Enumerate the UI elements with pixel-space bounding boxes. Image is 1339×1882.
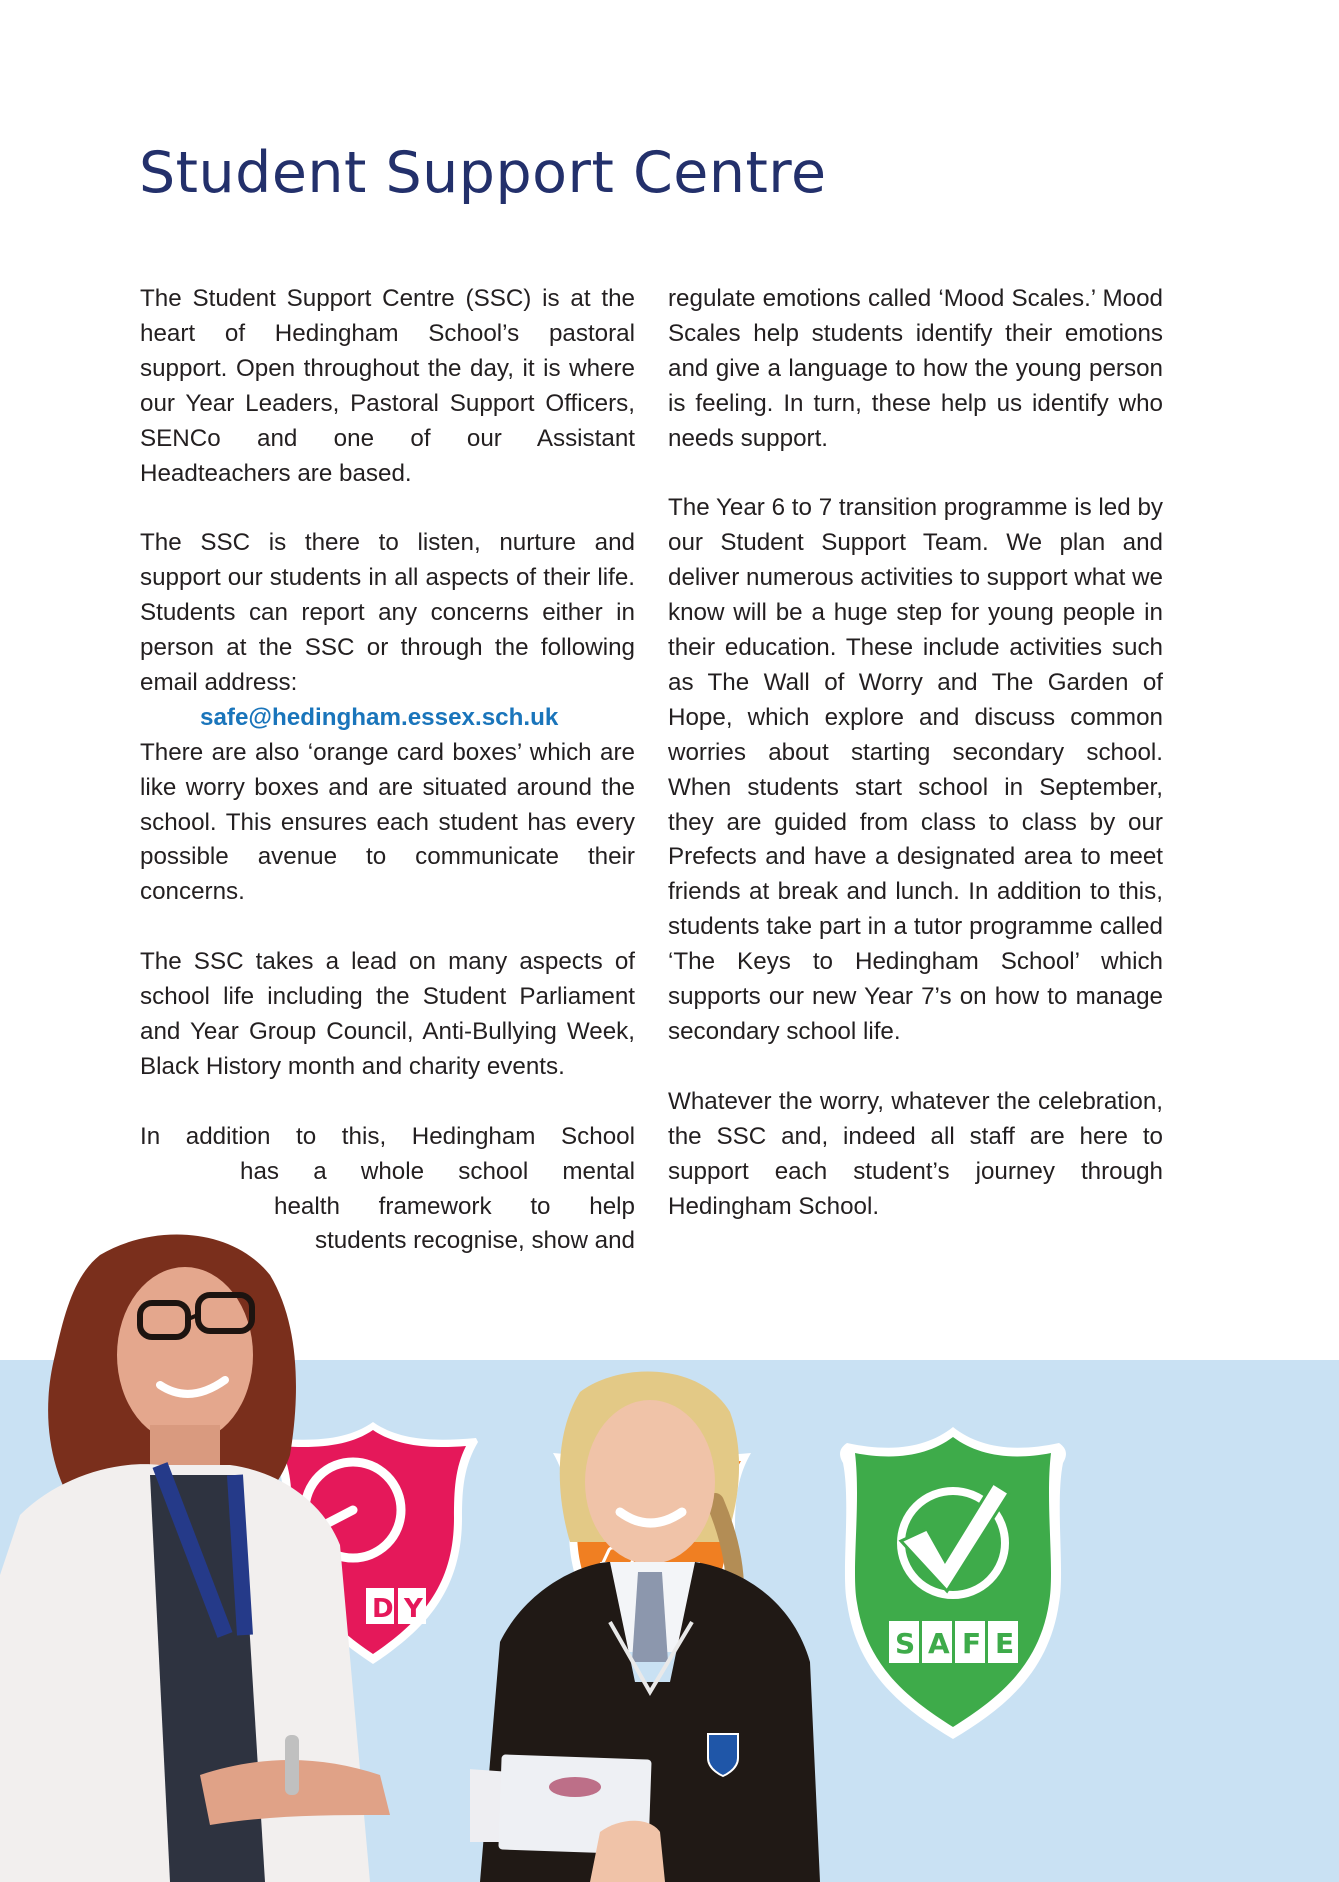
mood-scales-paragraph: regulate emotions called ‘Mood Scales.’ Mood Scales help students identify their emotions and give a language to how the young person is feeling. In turn, these help us identify who needs support. [668, 285, 1163, 452]
contact-intro: The SSC is there to listen, nurture and support our students in all aspects of their life. Students can report any concerns either in person at the SSC or through the following email address: [140, 529, 635, 696]
orange-card-text: There are also ‘orange card boxes’ which are like worry boxes and are situated around the school. This ensures each student has every possible avenue to communicate their concerns. [140, 738, 635, 906]
svg-text:E: E [995, 1627, 1015, 1660]
left-column [140, 282, 635, 1294]
safe-shield-icon [833, 1423, 1073, 1743]
wrap-line: In addition to this, Hedingham School [140, 1122, 635, 1150]
right-column [668, 282, 1163, 1259]
svg-text:F: F [962, 1627, 982, 1660]
ssc-lead-paragraph: The SSC takes a lead on many aspects of school life including the Student Parliament and Year Group Council, Anti-Bullying Week, Black History month and charity events. [140, 948, 635, 1080]
svg-text:A: A [928, 1627, 950, 1660]
svg-text:D: D [372, 1594, 394, 1624]
wrap-line: students recognise, show and [314, 1227, 635, 1255]
student-photo [470, 1362, 830, 1882]
svg-text:Y: Y [404, 1594, 423, 1624]
transition-paragraph: The Year 6 to 7 transition programme is led by our Student Support Team. We plan and deliver numerous activities to support what we know will be a huge step for young people in their education. These include activities such as The Wall of Worry and The Garden of Hope, which explore and discuss common worries about starting secondary school. When students start school in September, they are guided from class to class by our Prefects and have a designated area to meet friends at break and lunch. In addition to this, students take part in a tutor programme called ‘The Keys to Hedingham School’ which supports our new Year 7’s on how to manage secondary school life. [668, 494, 1163, 1046]
staff-member-photo [0, 1215, 450, 1882]
closing-paragraph: Whatever the worry, whatever the celebration, the SSC and, indeed all staff are here to support each student’s journey through Hedingham School. [668, 1087, 1163, 1220]
svg-text:S: S [895, 1627, 916, 1660]
page-title: Student Support Centre [139, 140, 827, 206]
contact-paragraph [140, 526, 635, 910]
wrap-line: has a whole school mental [240, 1157, 635, 1185]
email-link[interactable]: safe@hedingham.essex.sch.uk [200, 703, 559, 731]
wrap-line: health framework to help [274, 1192, 635, 1220]
intro-paragraph: The Student Support Centre (SSC) is at the heart of Hedingham School’s pastoral support. Open throughout the day, it is where our Year Leaders, Pastoral Support Officers, SENCo and one of our Assistant Headteachers are based. [140, 285, 635, 487]
